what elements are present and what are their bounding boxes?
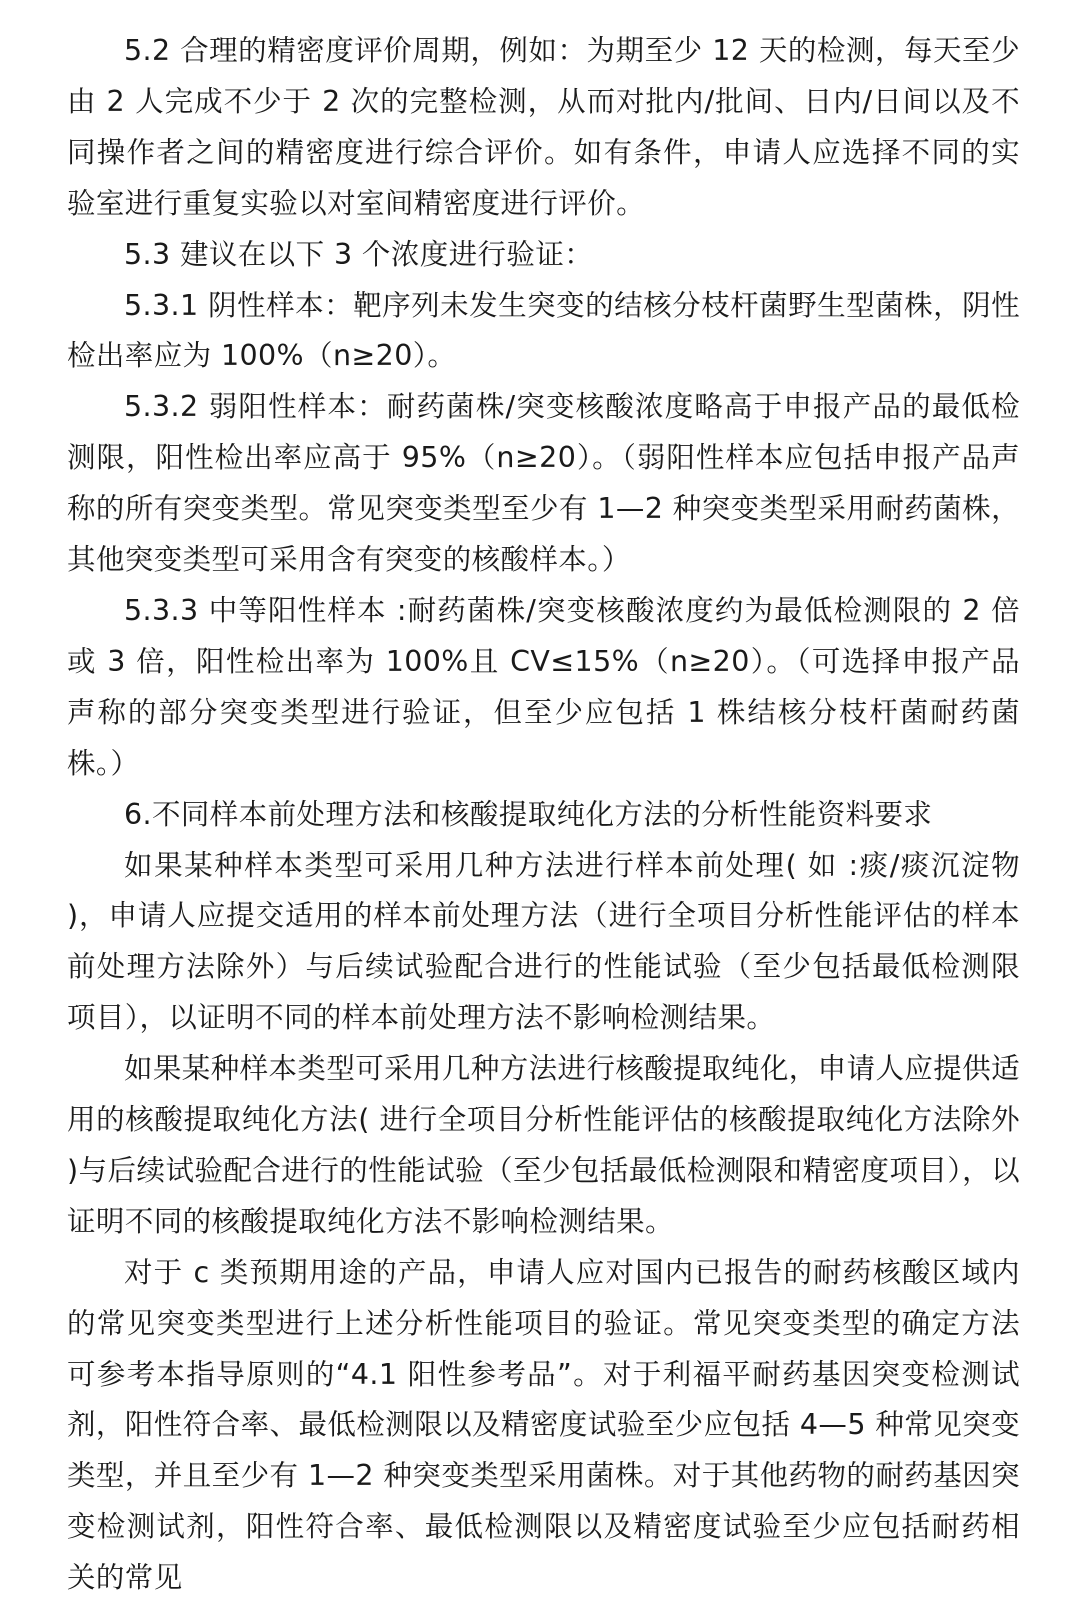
paragraph-precision-period: 5.2 合理的精密度评价周期，例如：为期至少 12 天的检测，每天至少由 2 人完成不少于 2 次的完整检测，从而对批内/批间、日内/日间以及不同操作者之间的精密度进行综合评价。如有条件，申请人应选择不同的实验室进行重复实验以对室间精密度进行评价。 (67, 34, 1020, 220)
paragraph-nucleic-acid-extraction: 如果某种样本类型可采用几种方法进行核酸提取纯化，申请人应提供适用的核酸提取纯化方法( 进行全项目分析性能评估的核酸提取纯化方法除外 )与后续试验配合进行的性能试验（至少包括最低检测限和精密度项目），以证明不同的核酸提取纯化方法不影响检测结果。 (67, 1052, 1020, 1238)
paragraph-three-concentrations: 5.3 建议在以下 3 个浓度进行验证： (124, 237, 594, 271)
paragraph-moderate-positive-sample: 5.3.3 中等阳性样本 :耐药菌株/突变核酸浓度约为最低检测限的 2 倍或 3 倍，阳性检出率为 100%且 CV≤15%（n≥20）。（可选择申报产品声称的部分突变类型进行验证，但至少应包括 1 株结核分枝杆菌耐药菌株。） (67, 593, 1020, 780)
paragraph-weak-positive-sample: 5.3.2 弱阳性样本：耐药菌株/突变核酸浓度略高于申报产品的最低检测限，阳性检出率应高于 95%（n≥20）。（弱阳性样本应包括申报产品声称的所有突变类型。常见突变类型至少有 1—2 种突变类型采用耐药菌株，其他突变类型可采用含有突变的核酸样本。） (67, 390, 1020, 577)
paragraph-negative-sample: 5.3.1 阴性样本：靶序列未发生突变的结核分枝杆菌野生型菌株，阴性检出率应为 100%（n≥20）。 (67, 288, 1020, 373)
section-heading-6: 6.不同样本前处理方法和核酸提取纯化方法的分析性能资料要求 (124, 797, 933, 831)
paragraph-class-c-products: 对于 c 类预期用途的产品，申请人应对国内已报告的耐药核酸区域内的常见突变类型进行上述分析性能项目的验证。常见突变类型的确定方法可参考本指导原则的“4.1 阳性参考品”。对于利福平耐药基因突变检测试剂，阳性符合率、最低检测限以及精密度试验至少应包括 4—5 种常见突变类型，并且至少有 1—2 种突变类型采用菌株。对于其他药物的耐药基因突变检测试剂，阳性符合率、最低检测限以及精密度试验至少应包括耐药相关的常见 (67, 1255, 1020, 1595)
paragraph-sample-pretreatment: 如果某种样本类型可采用几种方法进行样本前处理( 如 :痰/痰沉淀物 )，申请人应提交适用的样本前处理方法（进行全项目分析性能评估的样本前处理方法除外）与后续试验配合进行的性能试验（至少包括最低检测限项目），以证明不同的样本前处理方法不影响检测结果。 (67, 848, 1020, 1035)
